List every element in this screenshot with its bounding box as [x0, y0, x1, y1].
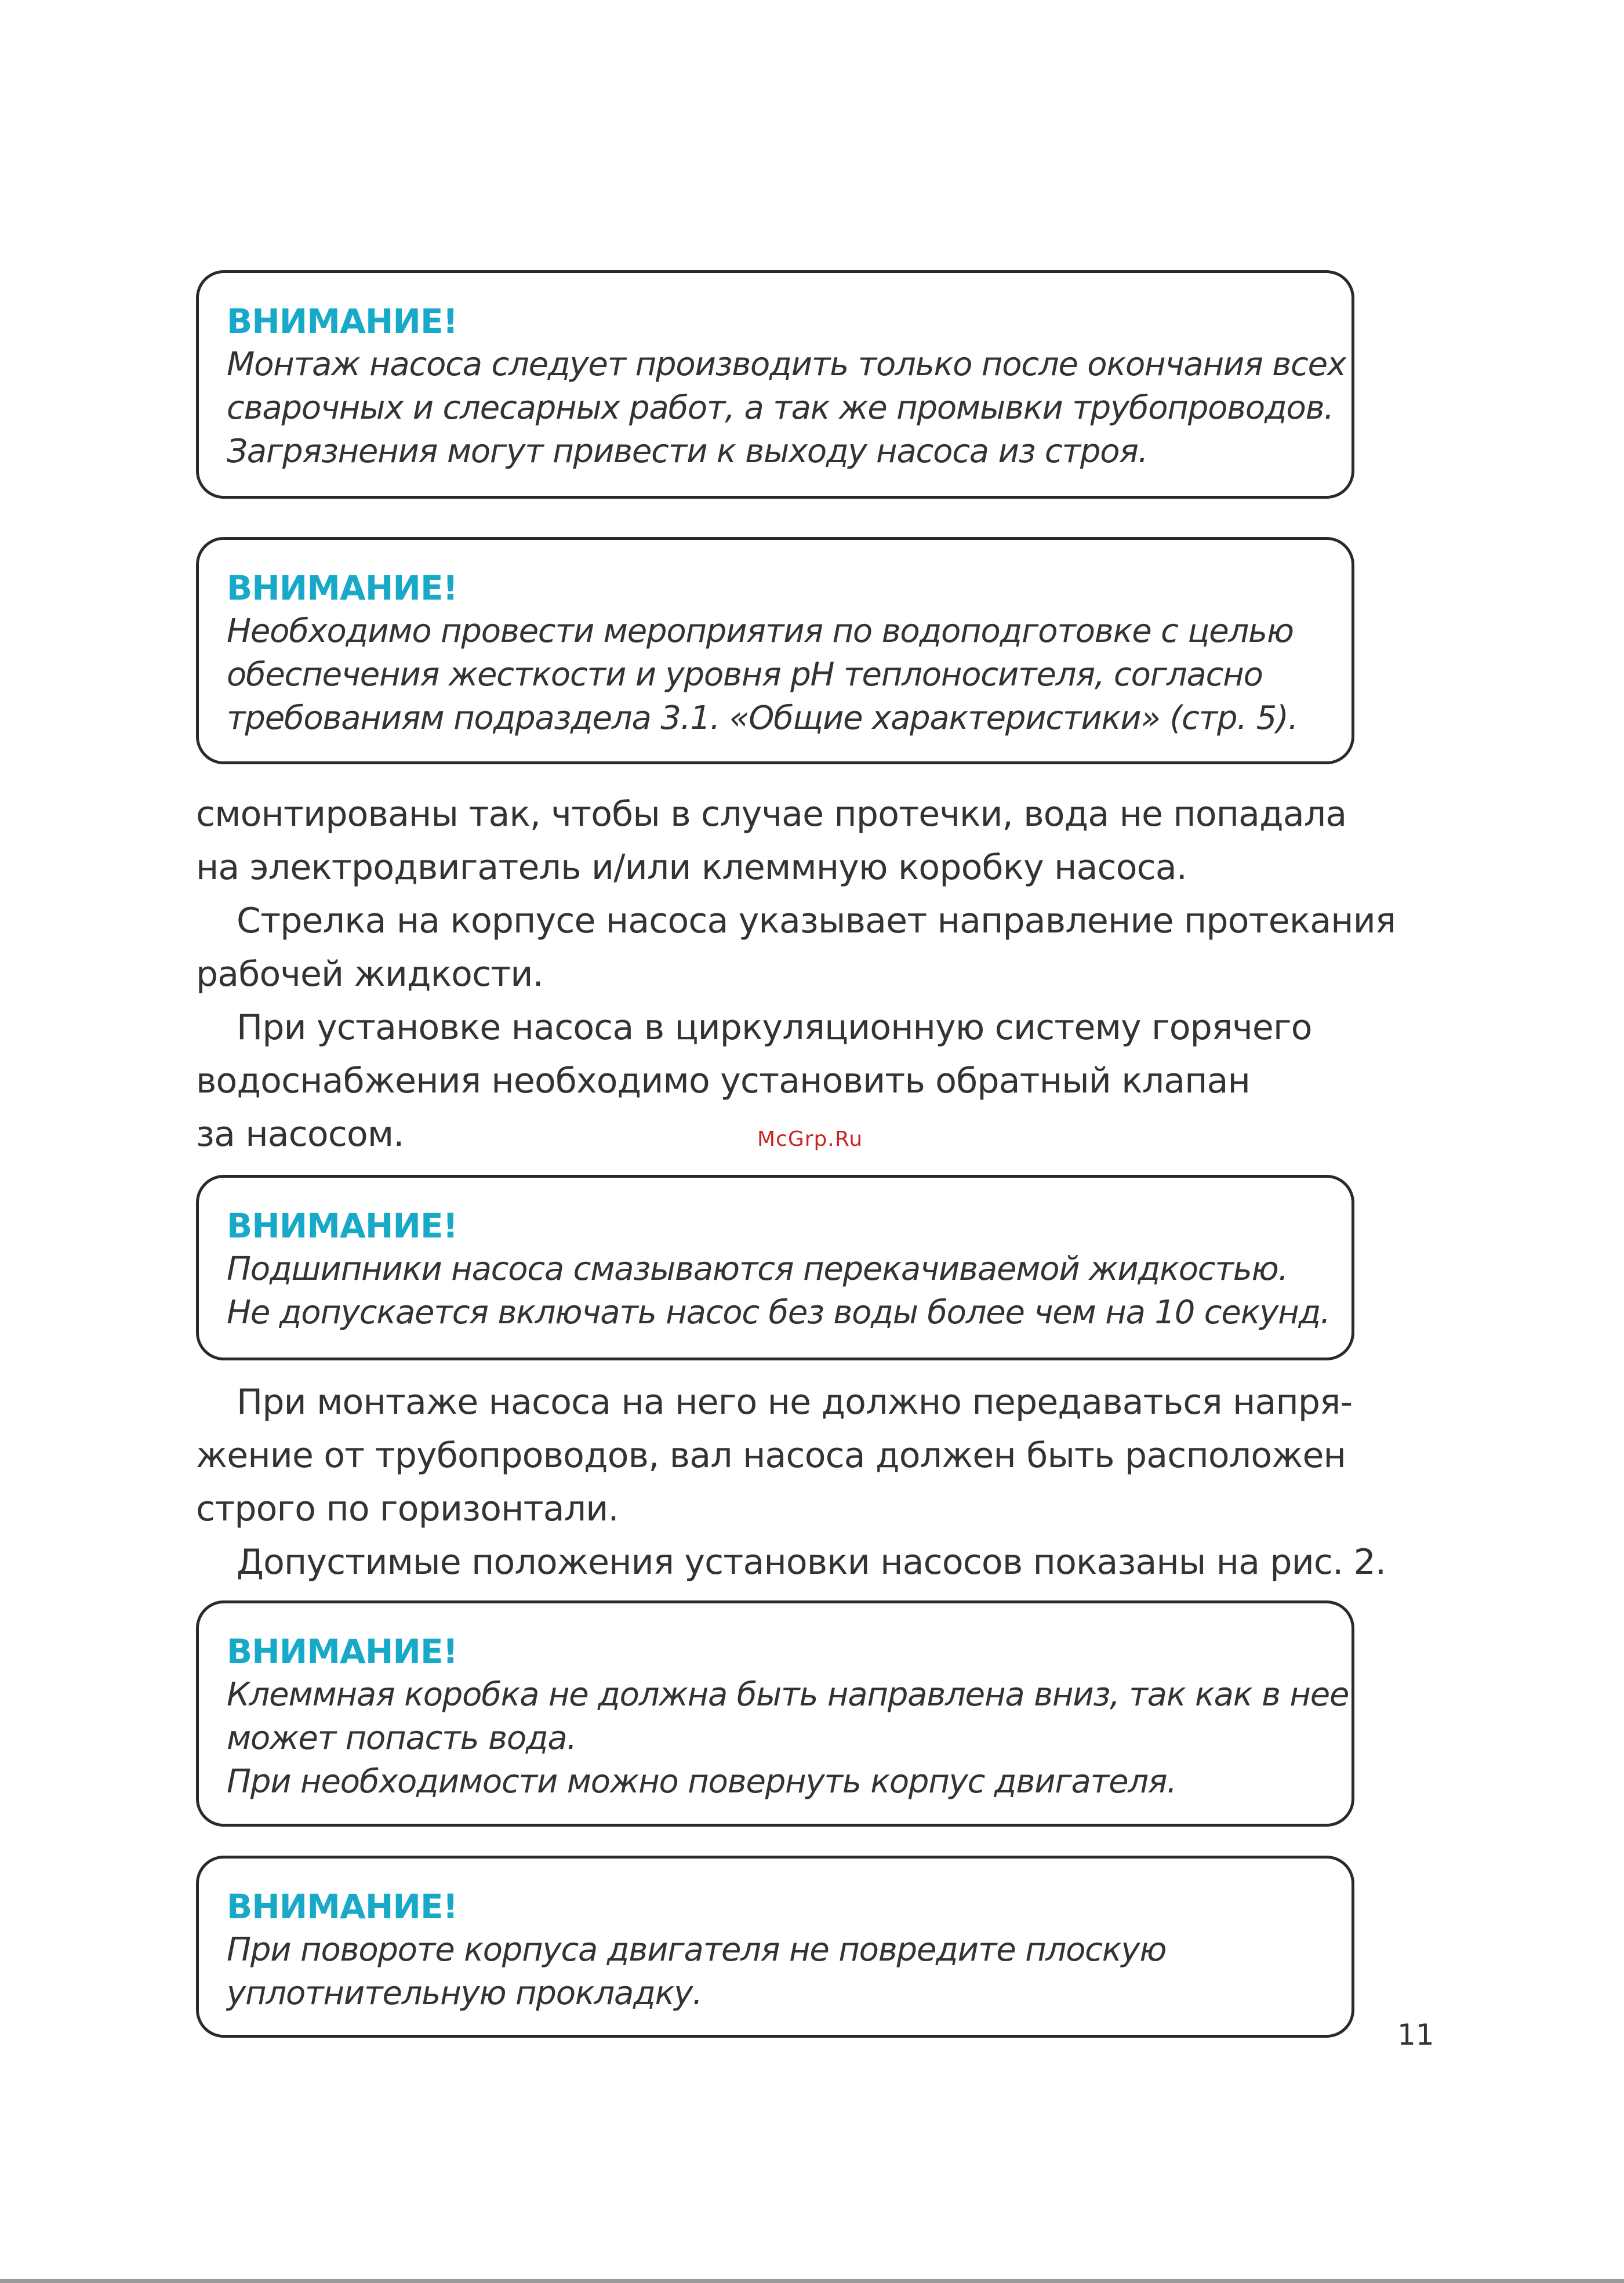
body-text-line: Стрелка на корпусе насоса указывает направление протекания [237, 901, 1396, 941]
body-text-line: При монтаже насоса на него не должно передаваться напря- [237, 1382, 1353, 1422]
notice-box-3 [196, 1175, 1354, 1360]
notice-text-line: Клеммная коробка не должна быть направлена вниз, так как в нее [227, 1676, 1349, 1714]
notice-text-line: При необходимости можно повернуть корпус двигателя. [227, 1763, 1177, 1801]
notice-title: ВНИМАНИЕ! [227, 302, 458, 341]
body-text-line: строго по горизонтали. [196, 1489, 619, 1529]
page-number: 11 [1397, 2018, 1434, 2052]
body-text-line: При установке насоса в циркуляционную систему горячего [237, 1007, 1312, 1048]
notice-title: ВНИМАНИЕ! [227, 1206, 458, 1246]
page-bottom-rule [0, 2279, 1624, 2283]
body-text-line: жение от трубопроводов, вал насоса должен быть расположен [196, 1435, 1346, 1476]
notice-text-line: уплотнительную прокладку. [227, 1975, 702, 2012]
body-text-block-1 [196, 787, 1396, 1161]
notice-text-line: Не допускается включать насос без воды более чем на 10 секунд. [227, 1294, 1330, 1331]
notice-box-1 [196, 270, 1354, 499]
body-text-line: рабочей жидкости. [196, 954, 543, 994]
notice-title: ВНИМАНИЕ! [227, 1887, 458, 1926]
notice-text-line: Монтаж насоса следует производить только после окончания всех [227, 346, 1346, 383]
notice-box-2 [196, 537, 1354, 764]
notice-text-line: обеспечения жесткости и уровня pH теплоносителя, согласно [227, 656, 1263, 694]
notice-title: ВНИМАНИЕ! [227, 568, 458, 608]
notice-text-line: При повороте корпуса двигателя не повредите плоскую [227, 1931, 1167, 1969]
body-text-block-2 [196, 1375, 1385, 1589]
watermark-text: McGrp.Ru [757, 1127, 863, 1151]
notice-text-line: сварочных и слесарных работ, а так же промывки трубопроводов. [227, 389, 1334, 427]
notice-text-line: может попасть вода. [227, 1719, 577, 1757]
body-text-line: водоснабжения необходимо установить обратный клапан [196, 1061, 1251, 1101]
notice-title: ВНИМАНИЕ! [227, 1632, 458, 1671]
notice-text-line: Загрязнения могут привести к выходу насоса из строя. [227, 433, 1148, 470]
notice-box-4 [196, 1600, 1354, 1827]
body-text-line: Допустимые положения установки насосов показаны на рис. 2. [237, 1542, 1386, 1583]
notice-box-5 [196, 1856, 1354, 2038]
body-text-line: на электродвигатель и/или клеммную коробку насоса. [196, 847, 1187, 888]
notice-text-line: Подшипники насоса смазываются перекачиваемой жидкостью. [227, 1250, 1288, 1288]
notice-text-line: требованиям подраздела 3.1. «Общие характеристики» (стр. 5). [227, 699, 1298, 737]
notice-text-line: Необходимо провести мероприятия по водоподготовке с целью [227, 612, 1294, 650]
body-text-line: за насосом. [196, 1114, 404, 1155]
body-text-line: смонтированы так, чтобы в случае протечки, вода не попадала [196, 794, 1347, 834]
